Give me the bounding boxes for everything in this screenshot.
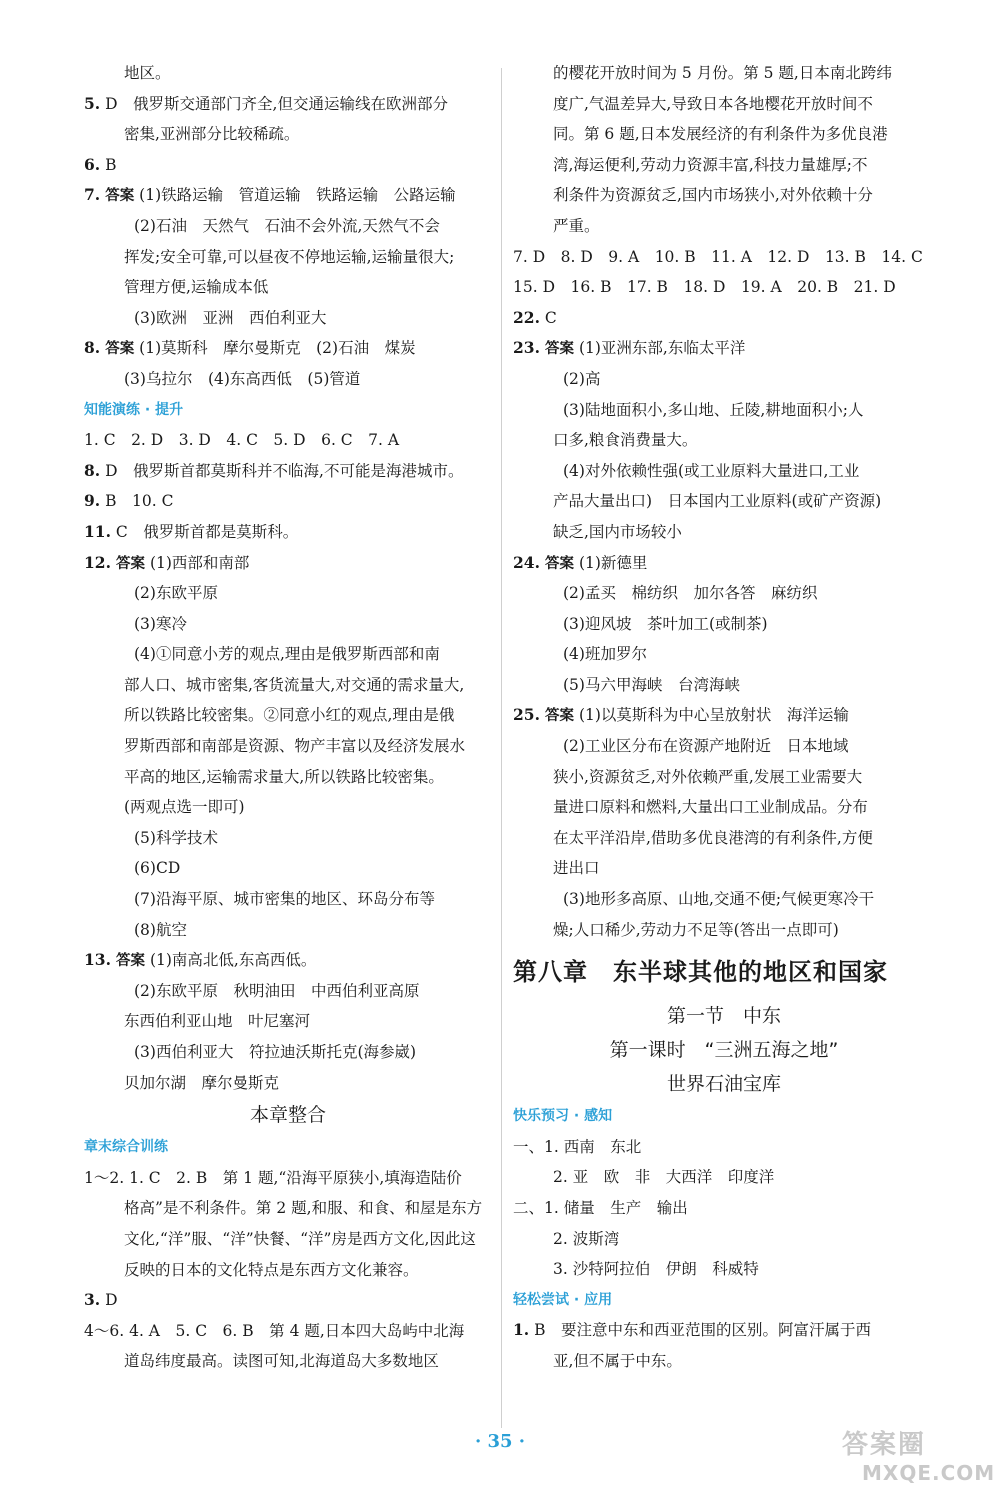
answer-line <box>513 150 935 181</box>
question-number: 13. <box>84 950 111 970</box>
answer-text: (3)迎风坡 茶叶加工(或制茶) <box>563 614 768 633</box>
answer-text: (1)以莫斯科为中心呈放射状 海洋运输 <box>574 706 849 725</box>
answer-line <box>513 578 935 609</box>
answer-text: (7)沿海平原、城市密集的地区、环岛分布等 <box>134 890 435 909</box>
answer-text: (4)对外依赖性强(或工业原料大量进口,工业 <box>563 461 860 480</box>
answer-line <box>513 762 935 793</box>
answer-line <box>84 89 492 120</box>
answer-line <box>84 762 492 793</box>
answer-line <box>513 119 935 150</box>
answer-line <box>513 1254 935 1285</box>
section-heading: 轻松尝试 · 应用 <box>513 1291 613 1308</box>
answer-text: (3)陆地面积小,多山地、丘陵,耕地面积小;人 <box>563 400 864 419</box>
answer-line <box>84 58 492 89</box>
answer-text: 平高的地区,运输需求量大,所以铁路比较密集。 <box>124 767 444 786</box>
answer-line <box>84 242 492 273</box>
answer-text: (4)①同意小芳的观点,理由是俄罗斯西部和南 <box>134 645 440 664</box>
answer-text: B <box>100 155 117 174</box>
answer-line <box>84 425 492 456</box>
answer-line <box>84 456 492 487</box>
answer-text: B 10. C <box>100 492 174 511</box>
answer-line <box>84 548 492 579</box>
answer-text: 的樱花开放时间为 5 月份。第 5 题,日本南北跨纬 <box>553 64 892 82</box>
question-number: 12. <box>84 552 111 572</box>
answer-line <box>84 1346 492 1377</box>
answer-line <box>84 1006 492 1037</box>
answer-line <box>84 1037 492 1068</box>
answer-text: (1)铁路运输 管道运输 铁路运输 公路运输 <box>134 186 456 205</box>
answer-text: C <box>539 308 557 327</box>
answer-text: 7. D 8. D 9. A 10. B 11. A 12. D 13. B 14. C <box>513 247 923 266</box>
answer-line <box>513 1193 935 1224</box>
answer-line <box>513 395 935 426</box>
answer-line <box>513 1162 935 1193</box>
answer-keyword: 答案 <box>539 555 575 572</box>
answer-line <box>84 1255 492 1286</box>
answer-line <box>84 272 492 303</box>
answer-line <box>513 333 935 364</box>
answer-keyword: 答案 <box>110 953 146 970</box>
answer-line <box>84 180 492 211</box>
answer-text: 燥;人口稀少,劳动力不足等(答出一点即可) <box>553 920 839 939</box>
answer-line <box>513 517 935 548</box>
section-heading: 章末综合训练 <box>84 1139 168 1156</box>
answer-text: D <box>100 1291 118 1310</box>
answer-text: 在太平洋沿岸,借助多优良港湾的有利条件,方便 <box>553 828 873 847</box>
section-title: 第一节 中东 <box>666 1005 781 1028</box>
answer-line <box>513 1132 935 1163</box>
answer-text: (4)班加罗尔 <box>563 645 647 664</box>
question-number: 8. <box>84 338 101 358</box>
answer-keyword: 答案 <box>100 188 135 205</box>
answer-keyword: 答案 <box>539 341 575 358</box>
answer-line <box>513 670 935 701</box>
answer-line <box>84 578 492 609</box>
watermark-logo <box>842 1428 996 1490</box>
answer-line <box>513 853 935 884</box>
answer-line <box>84 1068 492 1099</box>
question-number: 1. <box>513 1320 530 1340</box>
answer-text: 格高”是不利条件。第 2 题,和服、和食、和屋是东方 <box>124 1199 483 1218</box>
answer-text: 密集,亚洲部分比较稀疏。 <box>124 125 300 144</box>
section-heading: 快乐预习 · 感知 <box>513 1108 613 1125</box>
answer-line <box>84 609 492 640</box>
answer-line <box>513 1315 935 1346</box>
answer-text: 湾,海运便利,劳动力资源丰富,科技力量雄厚;不 <box>553 155 868 174</box>
answer-text: 亚,但不属于中东。 <box>553 1351 682 1370</box>
answer-text: (3)欧洲 亚洲 西伯利亚大 <box>134 308 327 327</box>
answer-line <box>513 89 935 120</box>
answer-line <box>84 1285 492 1316</box>
answer-line <box>513 364 935 395</box>
answer-line <box>84 945 492 976</box>
answer-line <box>513 272 935 303</box>
answer-line <box>84 1224 492 1255</box>
answer-text: (2)高 <box>563 369 601 388</box>
section-title: 世界石油宝库 <box>666 1073 781 1096</box>
answer-text: 缺乏,国内市场较小 <box>553 522 682 541</box>
section-title: 第一课时 “三洲五海之地” <box>609 1039 839 1062</box>
answer-line <box>513 303 935 334</box>
watermark-text: 答案圈 <box>842 1430 927 1460</box>
answer-text: (1)西部和南部 <box>145 553 250 572</box>
answer-text: 道岛纬度最高。读图可知,北海道岛大多数地区 <box>124 1352 439 1371</box>
answer-text: (5)科学技术 <box>134 828 218 847</box>
answer-keyword: 答案 <box>100 341 135 358</box>
answer-line <box>84 884 492 915</box>
answer-text: (1)莫斯科 摩尔曼斯克 (2)石油 煤炭 <box>134 339 416 358</box>
answer-text: 15. D 16. B 17. B 18. D 19. A 20. B 21. D <box>513 278 896 297</box>
answer-line <box>84 486 492 517</box>
answer-text: B 要注意中东和西亚范围的区别。阿富汗属于西 <box>529 1321 872 1340</box>
answer-text: 所以铁路比较密集。②同意小红的观点,理由是俄 <box>124 706 455 725</box>
answer-line <box>513 1224 935 1255</box>
answer-line <box>84 639 492 670</box>
answer-line <box>513 211 935 242</box>
answer-text: 4～6. 4. A 5. C 6. B 第 4 题,日本四大岛屿中北海 <box>84 1321 465 1340</box>
page-number: · 35 · <box>474 1431 526 1452</box>
answer-line <box>84 364 492 395</box>
answer-line <box>513 58 935 89</box>
question-number: 25. <box>513 705 540 725</box>
answer-text: (5)马六甲海峡 台湾海峡 <box>563 675 740 694</box>
answer-text: 度广,气温差异大,导致日本各地樱花开放时间不 <box>553 94 873 113</box>
answer-line <box>513 242 935 273</box>
answer-text: D 俄罗斯首都莫斯科并不临海,不可能是海港城市。 <box>100 461 464 480</box>
question-number: 23. <box>513 338 540 358</box>
answer-text: 1～2. 1. C 2. B 第 1 题,“沿海平原狭小,填海造陆价 <box>84 1168 462 1187</box>
question-number: 5. <box>84 93 101 113</box>
answer-line <box>84 1163 492 1194</box>
answer-text: 口多,粮食消费量大。 <box>553 431 698 450</box>
answer-text: 3. 沙特阿拉伯 伊朗 科威特 <box>553 1260 759 1279</box>
answer-text: (两观点选一即可) <box>124 798 245 817</box>
answer-text: (1)新德里 <box>574 553 648 572</box>
answer-line <box>84 303 492 334</box>
answer-text: (1)南高北低,东高西低。 <box>145 951 317 970</box>
answer-line <box>513 548 935 579</box>
answer-line <box>84 211 492 242</box>
answer-line <box>513 1346 935 1377</box>
answer-text: 反映的日本的文化特点是东西方文化兼容。 <box>124 1260 419 1279</box>
answer-line <box>84 119 492 150</box>
right-column <box>513 58 935 1377</box>
answer-text: 东西伯利亚山地 叶尼塞河 <box>124 1012 311 1031</box>
answer-line <box>84 150 492 181</box>
answer-text: (2)工业区分布在资源产地附近 日本地域 <box>563 737 849 756</box>
answer-line <box>513 180 935 211</box>
section-heading: 知能演练 · 提升 <box>84 401 184 418</box>
answer-text: 量进口原料和燃料,大量出口工业制成品。分布 <box>553 798 868 817</box>
question-number: 3. <box>84 1290 101 1310</box>
answer-text: 贝加尔湖 摩尔曼斯克 <box>124 1073 280 1092</box>
answer-line <box>513 425 935 456</box>
question-number: 9. <box>84 491 101 511</box>
answer-line <box>84 853 492 884</box>
answer-text: 狭小,资源贫乏,对外依赖严重,发展工业需要大 <box>553 767 863 786</box>
section-title: 本章整合 <box>249 1104 326 1127</box>
answer-line <box>513 884 935 915</box>
watermark-url: MXQE.COM <box>862 1461 996 1485</box>
answer-text: 一、1. 西南 东北 <box>513 1137 642 1156</box>
answer-text: 1. C 2. D 3. D 4. C 5. D 6. C 7. A <box>84 431 400 450</box>
answer-text: 2. 亚 欧 非 大西洋 印度洋 <box>553 1168 775 1187</box>
answer-keyword: 答案 <box>539 708 575 725</box>
question-number: 11. <box>84 521 111 541</box>
answer-line <box>84 333 492 364</box>
answer-text: (6)CD <box>134 859 181 878</box>
answer-text: (8)航空 <box>134 920 187 939</box>
answer-line <box>84 1193 492 1224</box>
answer-line <box>513 456 935 487</box>
question-number: 22. <box>513 307 540 327</box>
answer-line <box>84 1316 492 1347</box>
answer-line <box>513 639 935 670</box>
answer-keyword: 答案 <box>110 555 146 572</box>
answer-text: (3)地形多高原、山地,交通不便;气候更寒冷干 <box>563 890 875 909</box>
answer-text: 进出口 <box>553 859 600 878</box>
question-number: 7. <box>84 185 101 205</box>
question-number: 8. <box>84 460 101 480</box>
answer-text: (3)乌拉尔 (4)东高西低 (5)管道 <box>124 369 361 388</box>
column-divider <box>501 68 502 1428</box>
answer-text: (2)东欧平原 秋明油田 中西伯利亚高原 <box>134 981 420 1000</box>
answer-line <box>84 915 492 946</box>
answer-line <box>513 700 935 731</box>
answer-text: 部人口、城市密集,客货流量大,对交通的需求量大, <box>124 675 465 694</box>
answer-text: 文化,“洋”服、“洋”快餐、“洋”房是西方文化,因此这 <box>124 1229 476 1248</box>
answer-line <box>84 976 492 1007</box>
answer-line <box>84 731 492 762</box>
answer-line <box>84 823 492 854</box>
answer-text: 同。第 6 题,日本发展经济的有利条件为多优良港 <box>553 125 888 144</box>
answer-text: C 俄罗斯首都是莫斯科。 <box>110 522 299 541</box>
answer-line <box>84 700 492 731</box>
answer-text: (1)亚洲东部,东临太平洋 <box>574 339 746 358</box>
question-number: 6. <box>84 154 101 174</box>
answer-text: 2. 波斯湾 <box>553 1229 620 1248</box>
answer-text: 二、1. 储量 生产 输出 <box>513 1199 688 1217</box>
answer-text: D 俄罗斯交通部门齐全,但交通运输线在欧洲部分 <box>100 94 448 113</box>
answer-text: (3)西伯利亚大 符拉迪沃斯托克(海参崴) <box>134 1043 417 1061</box>
answer-text: 罗斯西部和南部是资源、物产丰富以及经济发展水 <box>124 737 466 756</box>
left-column <box>84 58 492 1377</box>
answer-text: 挥发;安全可靠,可以昼夜不停地运输,运输量很大; <box>124 247 455 266</box>
answer-line <box>513 609 935 640</box>
answer-text: (3)寒冷 <box>134 614 187 633</box>
answer-line <box>513 823 935 854</box>
chapter-title: 第八章 东半球其他的地区和国家 <box>513 958 888 987</box>
answer-line <box>84 517 492 548</box>
answer-line <box>513 792 935 823</box>
answer-text: 产品大量出口) 日本国内工业原料(或矿产资源) <box>553 492 882 511</box>
answer-text: 利条件为资源贫乏,国内市场狭小,对外依赖十分 <box>553 186 873 205</box>
answer-line <box>513 731 935 762</box>
answer-text: (2)东欧平原 <box>134 584 218 603</box>
answer-line <box>513 915 935 946</box>
answer-line <box>84 670 492 701</box>
answer-line <box>84 792 492 823</box>
answer-text: 地区。 <box>124 64 171 82</box>
answer-line <box>513 486 935 517</box>
question-number: 24. <box>513 552 540 572</box>
answer-text: 管理方便,运输成本低 <box>124 278 269 297</box>
answer-text: (2)孟买 棉纺织 加尔各答 麻纺织 <box>563 584 818 603</box>
answer-text: (2)石油 天然气 石油不会外流,天然气不会 <box>134 216 440 235</box>
answer-text: 严重。 <box>553 216 600 235</box>
